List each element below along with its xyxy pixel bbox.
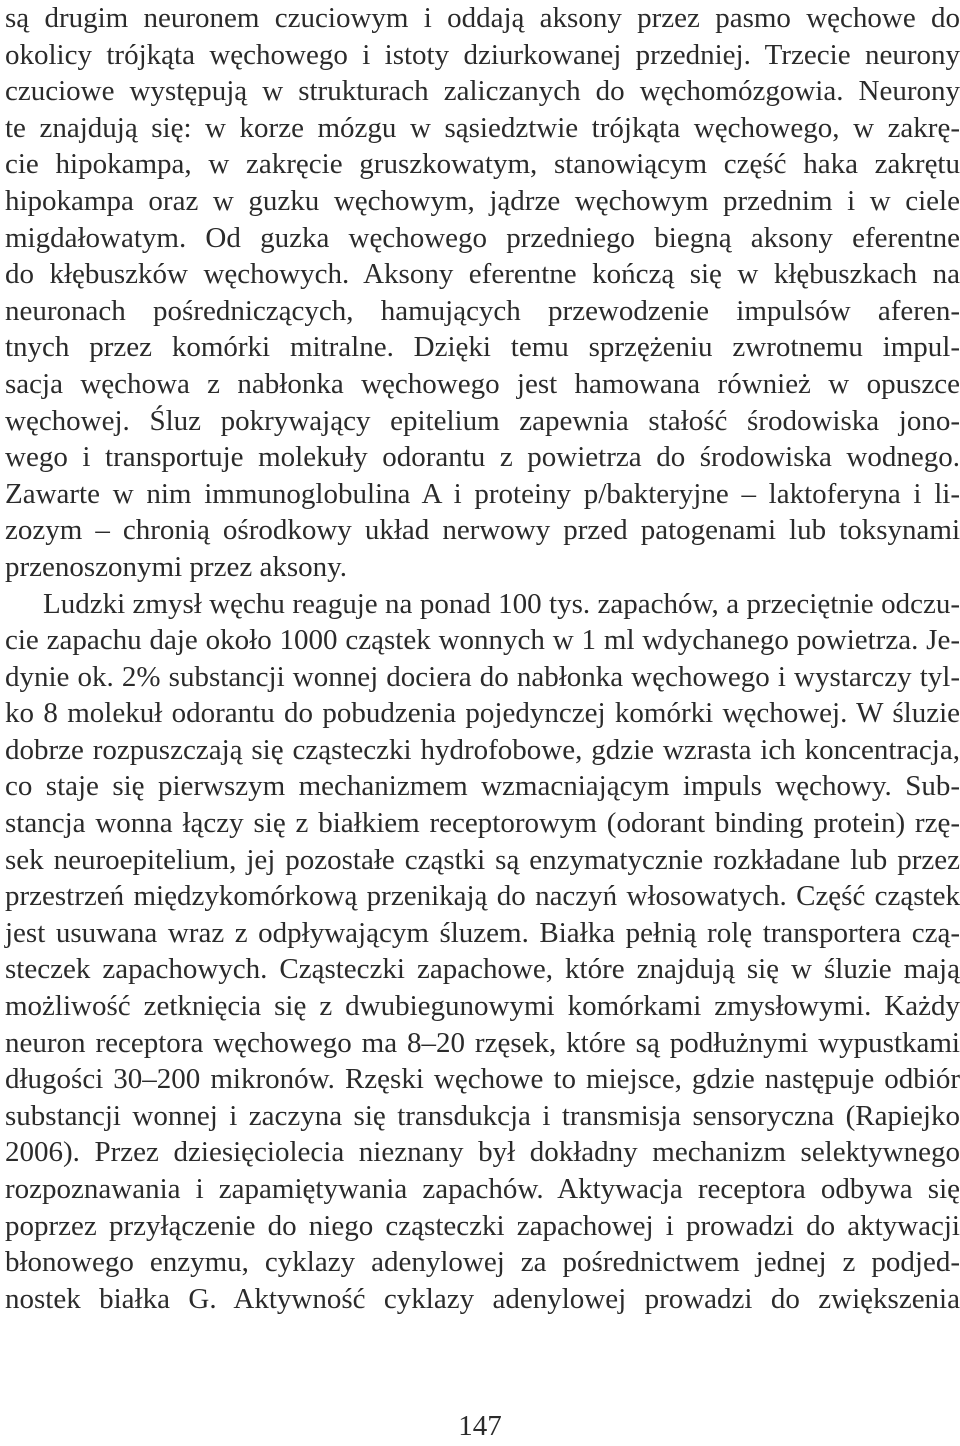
text-line: neuronach pośredniczących, hamujących przewodzenie impulsów aferen- [5, 294, 960, 327]
text-line: Zawarte w nim immunoglobulina A i proteiny p/bakteryjne – laktoferyna i li- [5, 477, 960, 510]
text-line: dynie ok. 2% substancji wonnej dociera do nabłonka węchowego i wystarczy tyl- [5, 660, 960, 693]
text-line: wego i transportuje molekuły odorantu z powietrza do środowiska wodnego. [5, 441, 960, 474]
text-line: są drugim neuronem czuciowym i oddają aksony przez pasmo węchowe do [5, 2, 960, 34]
text-line: przestrzeń międzykomórkową przenikają do naczyń włosowatych. Część cząstek [5, 880, 960, 913]
text-line: hipokampa oraz w guzku węchowym, jądrze węchowym przednim i w ciele [5, 184, 960, 217]
text-line: neuron receptora węchowego ma 8–20 rzęsek, które są podłużnymi wypustkami [5, 1026, 960, 1059]
text-line: 2006). Przez dziesięciolecia nieznany był dokładny mechanizm selektywnego [5, 1136, 960, 1169]
text-line: poprzez przyłączenie do niego cząsteczki zapachowej i prowadzi do aktywacji [5, 1209, 960, 1242]
text-line: błonowego enzymu, cyklazy adenylowej za pośrednictwem jednej z podjed- [5, 1246, 960, 1279]
text-line: te znajdują się: w korze mózgu w sąsiedztwie trójkąta węchowego, w zakrę- [5, 111, 960, 144]
paragraph-2 [5, 586, 960, 1318]
text-line: stancja wonna łączy się z białkiem receptorowym (odorant binding protein) rzę- [5, 807, 960, 840]
text-line: Ludzki zmysł węchu reaguje na ponad 100 tys. zapachów, a przeciętnie odczu- [43, 587, 960, 620]
text-line: sacja węchowa z nabłonka węchowego jest hamowana również w opuszce [5, 367, 960, 400]
page-number: 147 [458, 1410, 502, 1442]
text-line: rozpoznawania i zapamiętywania zapachów. Aktywacja receptora odbywa się [5, 1173, 960, 1205]
text-line: sek neuroepitelium, jej pozostałe cząstki są enzymatycznie rozkładane lub przez [5, 843, 960, 876]
document-page [5, 0, 960, 1317]
text-line: cie hipokampa, w zakręcie gruszkowatym, stanowiącym część haka zakrętu [5, 148, 960, 181]
text-line: możliwość zetknięcia się z dwubiegunowymi komórkami zmysłowymi. Każdy [5, 990, 960, 1023]
paragraph-1 [5, 0, 960, 586]
text-line: ko 8 molekuł odorantu do pobudzenia pojedynczej komórki węchowej. W śluzie [5, 697, 960, 730]
text-line: substancji wonnej i zaczyna się transdukcja i transmisja sensoryczna (Rapiejko [5, 1099, 960, 1132]
text-line: węchowej. Śluz pokrywający epitelium zapewnia stałość środowiska jono- [5, 404, 960, 437]
text-line: tnych przez komórki mitralne. Dzięki temu sprzężeniu zwrotnemu impul- [5, 331, 960, 364]
text-line: do kłębuszków węchowych. Aksony eferentne kończą się w kłębuszkach na [5, 258, 960, 291]
text-line: przenoszonymi przez aksony. [5, 550, 347, 583]
text-line: okolicy trójkąta węchowego i istoty dziurkowanej przedniej. Trzecie neurony [5, 38, 960, 71]
text-line: dobrze rozpuszczają się cząsteczki hydrofobowe, gdzie wzrasta ich koncentracja, [5, 733, 960, 766]
text-line: migdałowatym. Od guzka węchowego przedniego biegną aksony eferentne [5, 221, 960, 254]
text-line: jest usuwana wraz z odpływającym śluzem. Białka pełnią rolę transportera czą- [5, 916, 960, 949]
text-line: cie zapachu daje około 1000 cząstek wonnych w 1 ml wdychanego powietrza. Je- [5, 624, 960, 657]
text-line: czuciowe występują w strukturach zaliczanych do węchomózgowia. Neurony [5, 75, 960, 108]
text-line: nostek białka G. Aktywność cyklazy adenylowej prowadzi do zwiększenia [5, 1282, 960, 1315]
text-line: długości 30–200 mikronów. Rzęski węchowe to miejsce, gdzie następuje odbiór [5, 1063, 960, 1096]
text-line: co staje się pierwszym mechanizmem wzmacniającym impuls węchowy. Sub- [5, 770, 960, 803]
text-line: zozym – chronią ośrodkowy układ nerwowy przed patogenami lub toksynami [5, 514, 960, 547]
text-line: steczek zapachowych. Cząsteczki zapachowe, które znajdują się w śluzie mają [5, 953, 960, 986]
